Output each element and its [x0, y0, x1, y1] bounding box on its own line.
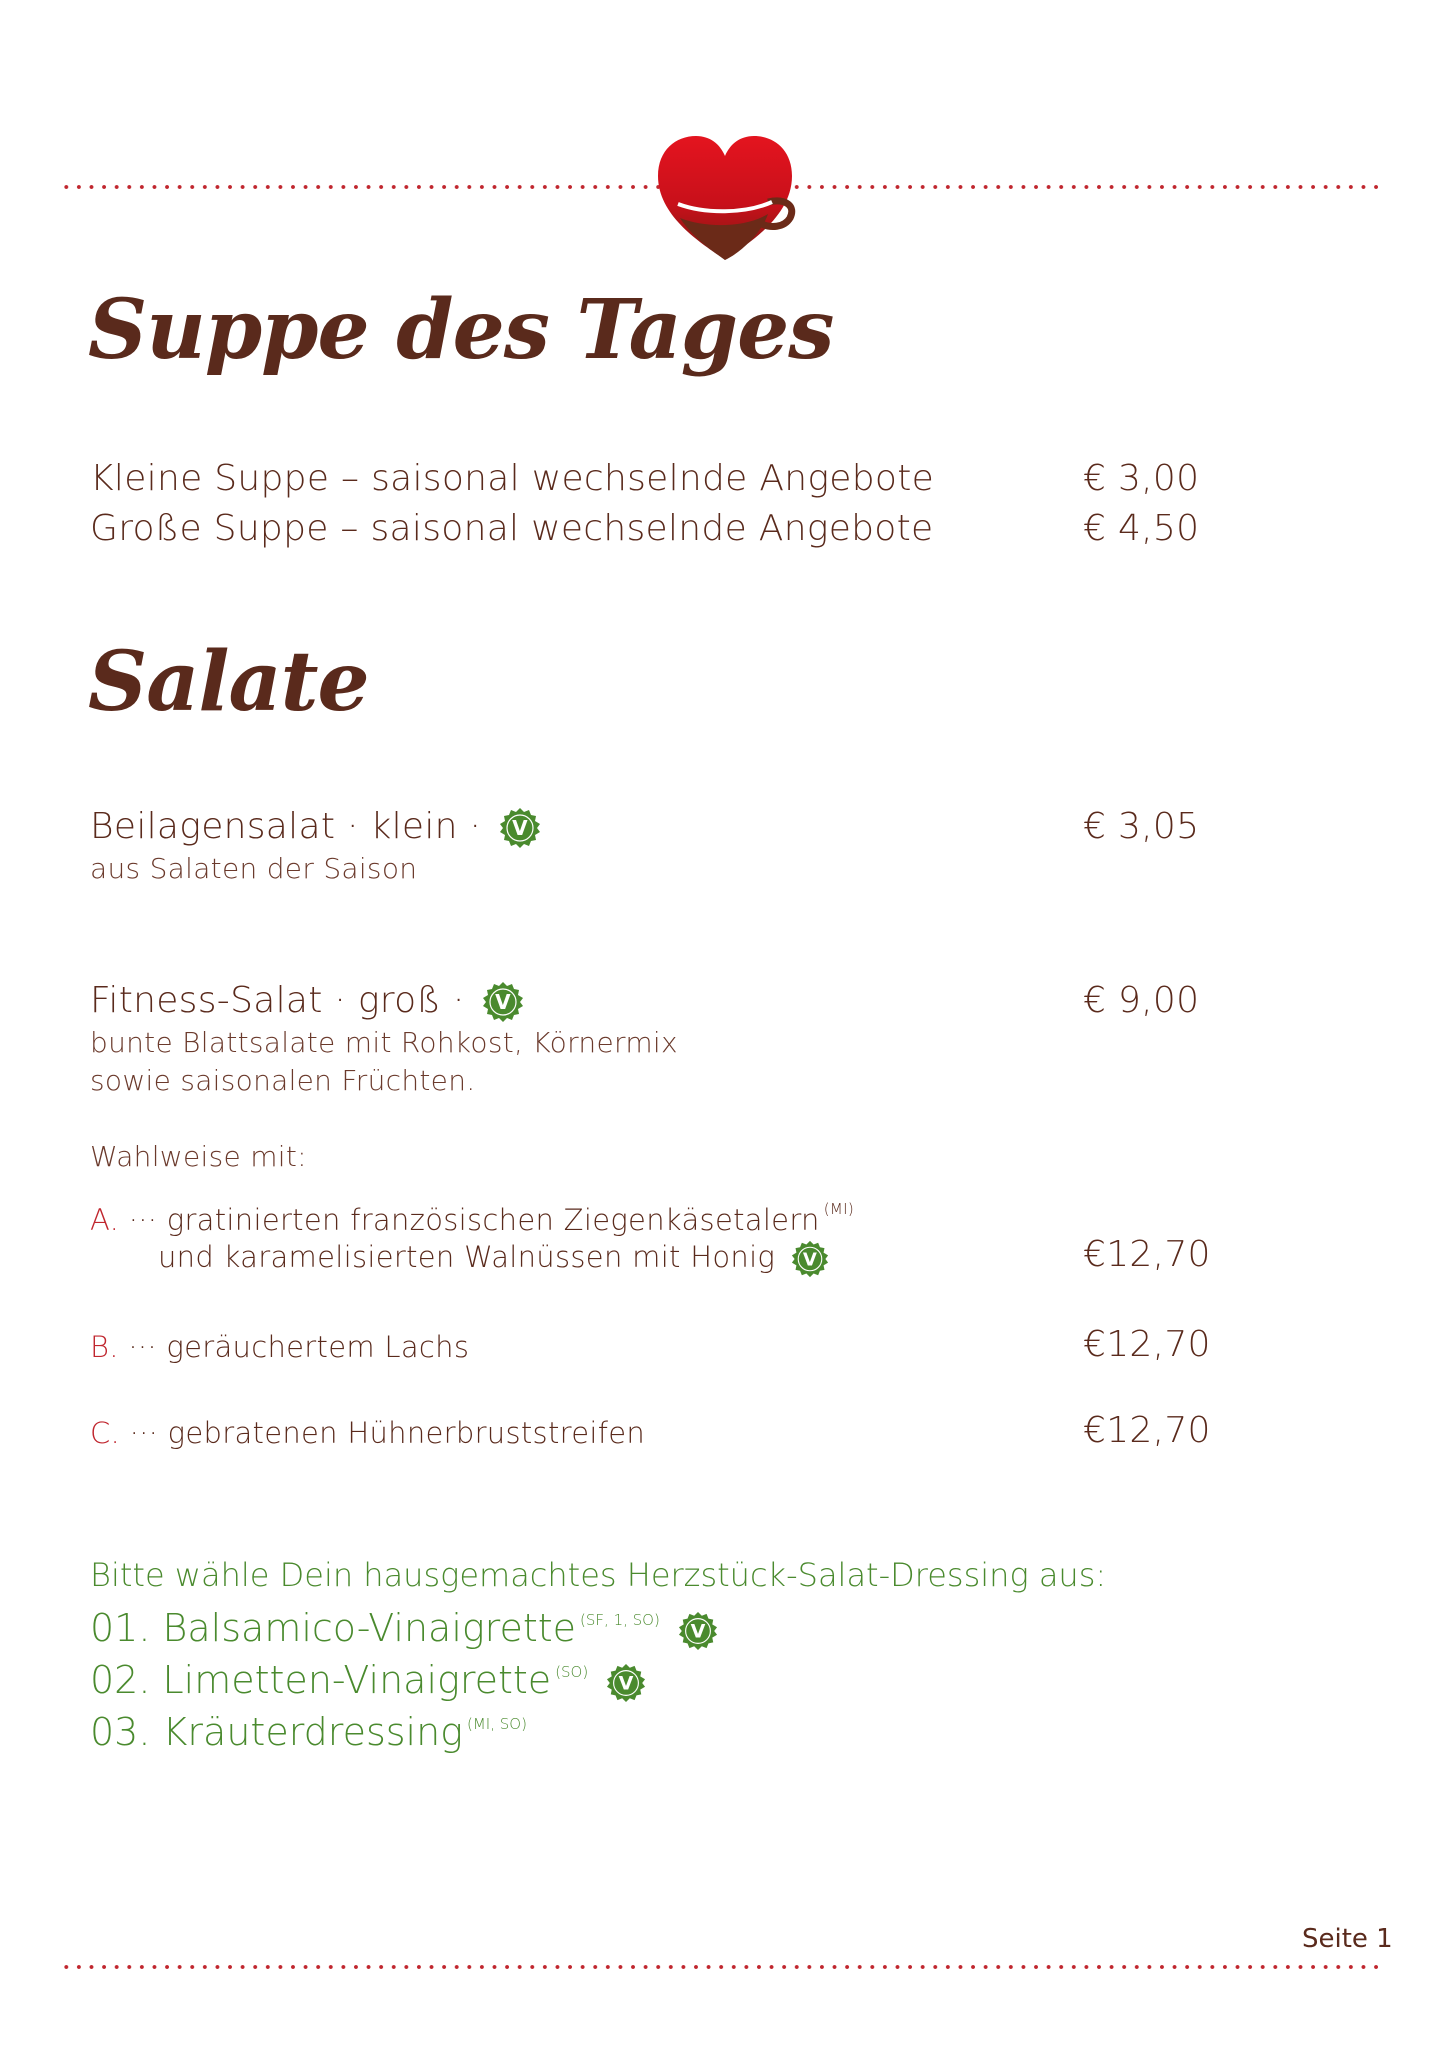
dressing-label: 01. Balsamico-Vinaigrette: [90, 1606, 577, 1650]
dressing-heading: Bitte wähle Dein hausgemachtes Herzstück-Salat-Dressing aus:: [90, 1556, 1107, 1594]
option-price: €12,70: [1083, 1234, 1211, 1275]
svg-text:V: V: [512, 816, 528, 840]
option-text: ··· gratinierten französischen Ziegenkäsetalern: [128, 1203, 820, 1237]
allergen-note: (SO): [555, 1663, 589, 1681]
dressing-item-2: [90, 1658, 646, 1703]
vegan-badge-icon: [482, 981, 524, 1023]
option-letter: B.: [90, 1330, 119, 1364]
option-text: ··· gebratenen Hühnerbruststreifen: [129, 1416, 646, 1450]
vegan-badge-icon: [606, 1663, 646, 1703]
item-description-line-1: bunte Blattsalate mit Rohkost, Körnermix: [90, 1026, 678, 1059]
item-description-line-2: sowie saisonalen Früchten.: [90, 1064, 476, 1097]
svg-text:V: V: [802, 1249, 817, 1271]
item-name: Kleine Suppe – saisonal wechselnde Angebote: [90, 458, 935, 499]
allergen-note: (SF, 1, SO): [580, 1611, 660, 1629]
item-name: Große Suppe – saisonal wechselnde Angebote: [90, 508, 934, 549]
option-price: €12,70: [1083, 1410, 1211, 1451]
dressing-label: 02. Limetten-Vinaigrette: [90, 1658, 552, 1702]
soup-section-title: Suppe des Tages: [88, 282, 834, 378]
option-text-line-2: und karamelisierten Walnüssen mit Honig: [158, 1240, 776, 1274]
vegan-badge-icon: [678, 1611, 718, 1651]
heart-cup-icon: [650, 128, 800, 264]
item-price: € 4,50: [1083, 508, 1200, 549]
item-name: Fitness-Salat · groß ·: [90, 980, 465, 1021]
allergen-note: (MI, SO): [467, 1715, 527, 1733]
page-number: Seite 1: [1302, 1924, 1393, 1954]
svg-text:V: V: [618, 1672, 634, 1695]
item-price: € 3,05: [1083, 806, 1200, 847]
dressing-label: 03. Kräuterdressing: [90, 1710, 463, 1754]
dressing-item-3: [90, 1710, 527, 1754]
option-text: ··· geräuchertem Lachs: [128, 1330, 470, 1364]
item-price: € 9,00: [1083, 980, 1200, 1021]
svg-text:V: V: [495, 990, 512, 1014]
item-description: aus Salaten der Saison: [90, 852, 418, 885]
option-letter: C.: [90, 1416, 121, 1450]
bottom-dotted-divider: [60, 1964, 1384, 1970]
option-letter: A.: [90, 1203, 120, 1237]
dressing-item-1: [90, 1606, 718, 1651]
choice-label: Wahlweise mit:: [90, 1140, 307, 1173]
allergen-note: (MI): [823, 1200, 854, 1218]
vegan-badge-icon: [499, 807, 541, 849]
item-price: € 3,00: [1083, 458, 1200, 499]
salad-section-title: Salate: [88, 634, 369, 730]
vegan-badge-icon: [791, 1240, 829, 1278]
option-price: €12,70: [1083, 1324, 1211, 1365]
svg-text:V: V: [690, 1620, 706, 1643]
item-name: Beilagensalat · klein ·: [90, 806, 482, 847]
